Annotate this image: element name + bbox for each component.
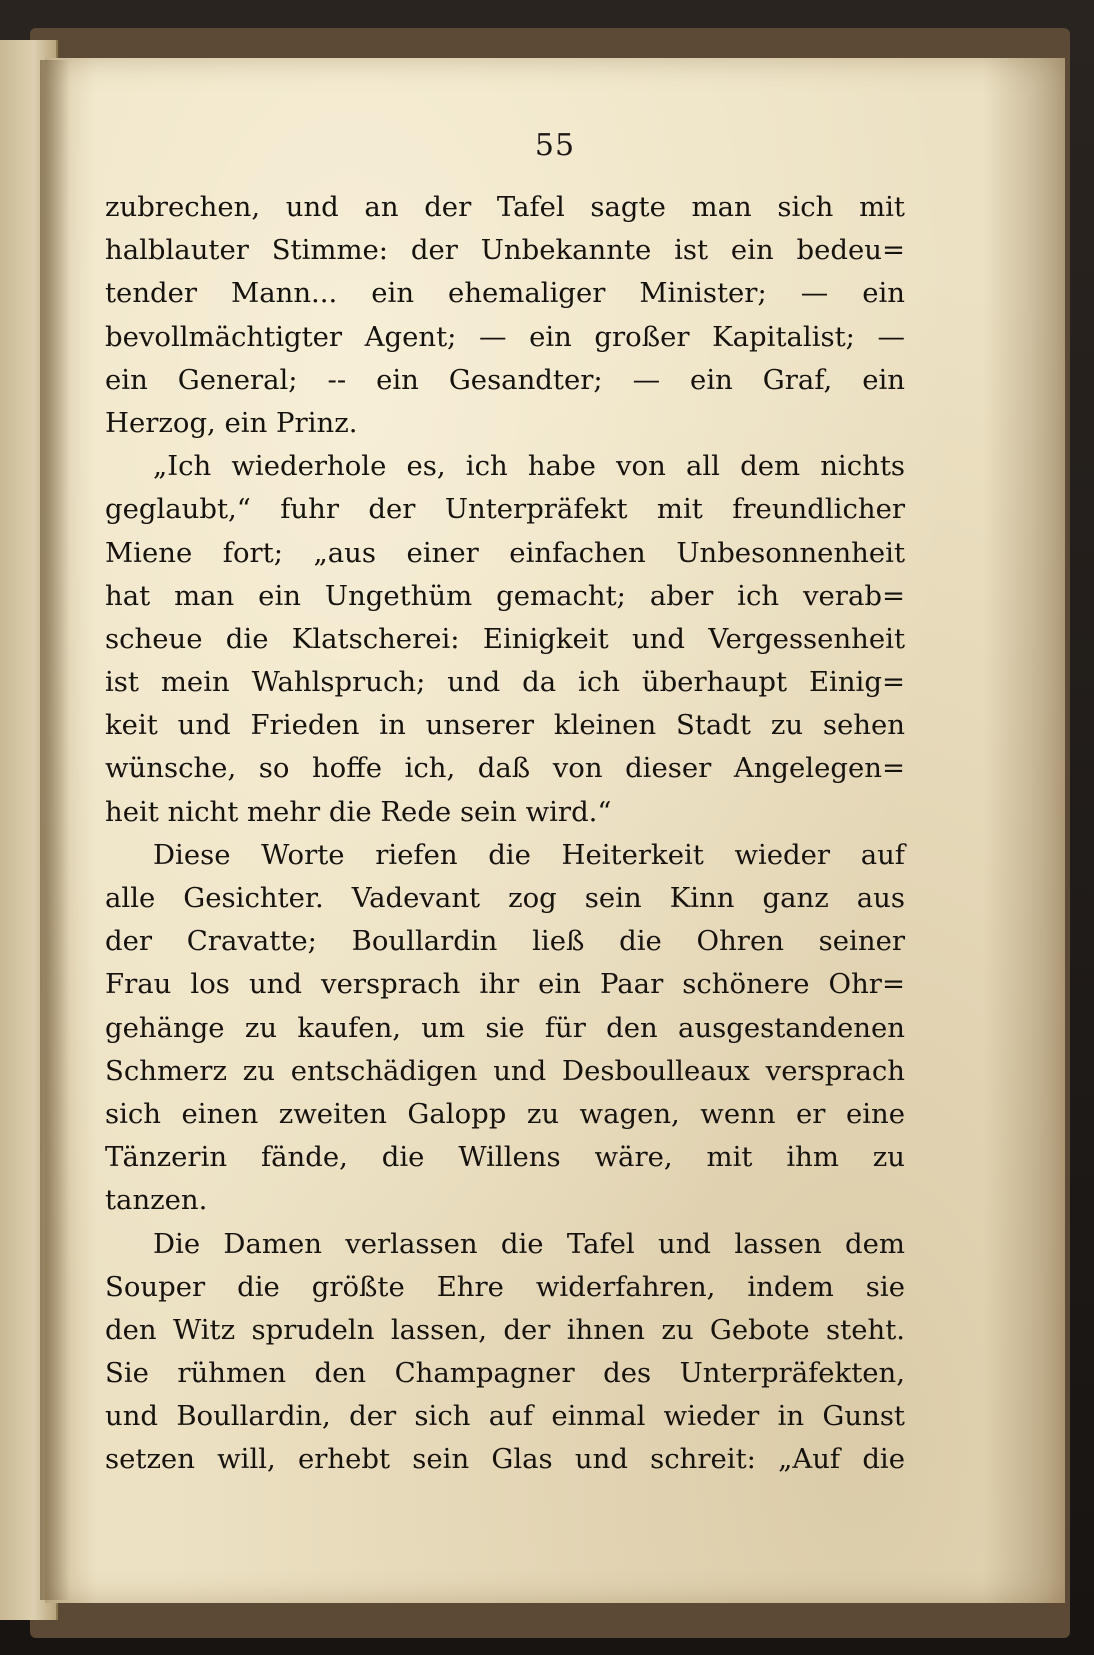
text-line: Souper die größte Ehre widerfahren, indem sie bbox=[105, 1270, 905, 1303]
text-line: Sie rühmen den Champagner des Unterpräfekten, bbox=[105, 1357, 905, 1390]
text-line: den Witz sprudeln lassen, der ihnen zu Gebote steht. bbox=[105, 1313, 905, 1346]
text-line: wünsche, so hoffe ich, daß von dieser Angelegen= bbox=[105, 752, 905, 785]
text-line: Miene fort; „aus einer einfachen Unbesonnenheit bbox=[105, 536, 905, 569]
page-text bbox=[105, 186, 905, 1482]
text-line: gehänge zu kaufen, um sie für den ausgestandenen bbox=[105, 1011, 905, 1044]
text-line: ein General; -- ein Gesandter; — ein Graf, ein bbox=[105, 363, 905, 396]
text-line: tanzen. bbox=[105, 1184, 208, 1217]
text-line: „Ich wiederhole es, ich habe von all dem nichts bbox=[153, 450, 905, 483]
text-line: der Cravatte; Boullardin ließ die Ohren seiner bbox=[105, 925, 905, 958]
book-page bbox=[45, 58, 1065, 1603]
text-line: hat man ein Ungethüm gemacht; aber ich verab= bbox=[105, 579, 905, 612]
text-line: heit nicht mehr die Rede sein wird.“ bbox=[105, 795, 612, 828]
text-line: alle Gesichter. Vadevant zog sein Kinn ganz aus bbox=[105, 882, 905, 914]
text-line: halblauter Stimme: der Unbekannte ist ein bedeu= bbox=[105, 234, 905, 267]
text-line: zubrechen, und an der Tafel sagte man sich mit bbox=[105, 191, 905, 223]
text-line: ist mein Wahlspruch; und da ich überhaupt Einig= bbox=[105, 666, 905, 699]
text-line: Diese Worte riefen die Heiterkeit wieder auf bbox=[153, 838, 905, 871]
text-line: setzen will, erhebt sein Glas und schreit: „Auf die bbox=[105, 1443, 905, 1476]
text-line: Tänzerin fände, die Willens wäre, mit ihm zu bbox=[105, 1141, 905, 1174]
text-line: scheue die Klatscherei: Einigkeit und Vergessenheit bbox=[105, 622, 905, 655]
text-line: Frau los und versprach ihr ein Paar schönere Ohr= bbox=[105, 968, 905, 1001]
text-line: keit und Frieden in unserer kleinen Stadt zu sehen bbox=[105, 709, 905, 742]
spine-shadow bbox=[40, 60, 70, 1600]
text-line: Die Damen verlassen die Tafel und lassen dem bbox=[153, 1227, 905, 1260]
text-line: Schmerz zu entschädigen und Desboulleaux versprach bbox=[105, 1054, 905, 1087]
text-line: Herzog, ein Prinz. bbox=[105, 406, 358, 439]
text-line: geglaubt,“ fuhr der Unterpräfekt mit freundlicher bbox=[105, 493, 905, 526]
text-line: und Boullardin, der sich auf einmal wieder in Gunst bbox=[105, 1400, 905, 1433]
text-line: bevollmächtigter Agent; — ein großer Kapitalist; — bbox=[105, 320, 905, 353]
page-number: 55 bbox=[534, 128, 576, 163]
text-line: sich einen zweiten Galopp zu wagen, wenn er eine bbox=[105, 1097, 905, 1130]
text-line: tender Mann... ein ehemaliger Minister; — ein bbox=[105, 277, 905, 310]
